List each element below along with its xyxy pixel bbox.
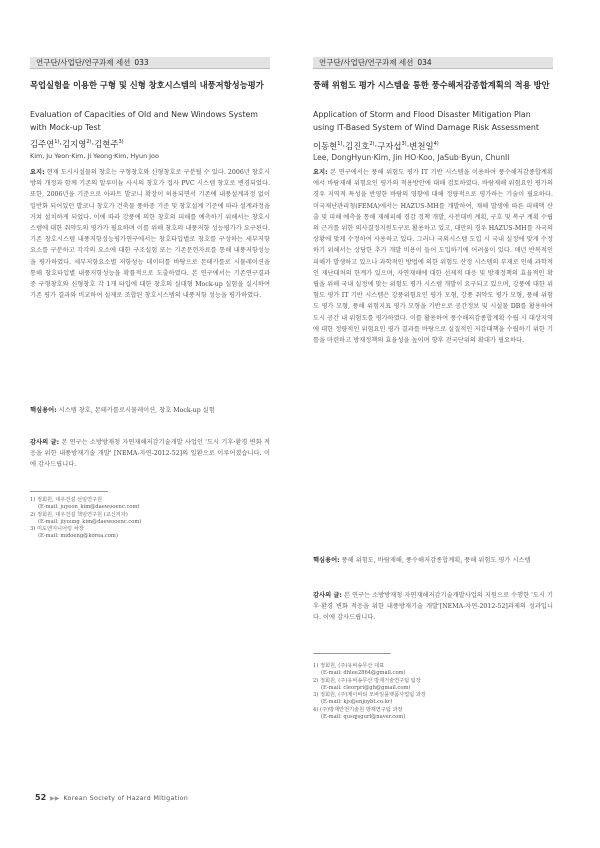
acknowledgement-label: 감사의 글:: [30, 439, 60, 446]
page-footer: [35, 793, 188, 802]
abstract-label: 요지:: [30, 169, 45, 176]
footnote-email: (E-mail: midoeng@korea.com): [38, 533, 118, 540]
section-label-text: 연구단/사업단/연구과제 세션: [36, 58, 131, 67]
author-name: 구자섭: [377, 140, 402, 151]
arrow-icon: ▶▶: [50, 795, 60, 802]
acknowledgement-text: 본 연구는 소방방재청 자연재해저감기술개발사업의 지원으로 수행한 '도시 기후·환경 변화 적응을 위한 내풍방재기술 개발'[NEMA-자연-2012-52]과제의 성과입니다. 이에 감사드립니다.: [313, 592, 553, 622]
authors-korean: 김주연$^{1)}$·김지영$^{2)}$·김현주$^{3)}$: [30, 138, 124, 149]
keywords: [30, 405, 270, 429]
footnote-email: (E-mail: cleorpri@gh@gmail.com): [321, 684, 411, 691]
footnote-email: (E-mail: juyeon_kim@daewooenc.com): [38, 504, 140, 511]
footnote: 3) 미도엔지니어링 차장 (E-mail: midoeng@korea.com): [30, 526, 270, 541]
footnotes: [313, 663, 553, 721]
footnote: 1) 정회원, (주)유비송무산 대표 (E-mail: dhlee2864@gmail.com): [313, 663, 553, 678]
author-name: 김진호: [345, 140, 370, 151]
footnote: 3) 정회원, (주)제이비티 모바일플랫폼사업팀 과장 (E-mail: kjs@enjoybt.co.kr): [313, 692, 553, 707]
acknowledgement-label: 감사의 글:: [313, 592, 342, 599]
author-sup: 4): [433, 141, 439, 147]
keywords: [313, 555, 553, 579]
author-name: 김현주: [94, 138, 119, 149]
footnote: 4) (주)방재안전기술원 방재연구팀 과장 (E-mail: qusqjsgurl@naver.com): [313, 707, 553, 722]
author-sup: 3): [401, 141, 407, 147]
section-label-text: 연구단/사업단/연구과제 세션: [319, 58, 414, 67]
authors-korean: 이동현$^{1)}$·김진호$^{2)}$·구자섭$^{3)}$·변천일$^{4)}$: [313, 140, 439, 151]
author-sup: 2): [369, 141, 375, 147]
author-sup: 1): [337, 141, 343, 147]
abstract-label: 요지:: [313, 169, 328, 176]
footnote-email: (E-mail: qusqjsgurl@naver.com): [321, 714, 406, 721]
footnote-divider: [30, 491, 108, 492]
footnote: 2) 정회원, 대우건설 책임연구원 (교신저자) (E-mail: jiyoung_kim@daewooenc.com): [30, 512, 270, 527]
footnote-divider: [313, 653, 391, 654]
keywords-text: 풍해 위험도, 바람재해, 풍수해저감종합계획, 풍해 위험도 평가 시스템: [341, 557, 531, 564]
acknowledgement: [30, 437, 270, 477]
article-title-english: Application of Storm and Flood Disaster Mitigation Plan using IT-Based System of Wind Damage Risk Assessment: [313, 110, 539, 132]
abstract-text: 본 연구에서는 풍해 위험도 평가 IT 기반 시스템을 이용하여 풍수해저감종합계획에서 바람재해 위험요인 평가의 적용방안에 대해 검토하였다. 바람재해 위험요인 평가의 경우 지역적 특성을 반영한 바람의 영향에 대해 정량적으로 평가하는 기술이 필요하다. 미국재난관리청(FEMA)에서는 HAZUS-MH를 개발하여, 재해 발생에 따른 피해액 산출 및 피해 예측을 통해 재해피해 경감 정책 개발, 사전대비 계획, 구호 및 복구 계획 수립의 근거를 위한 의사결정지원도구로 활용하고 있고, 대만의 경우 HAZUS-MH를 자국의 상황에 맞게 수정하여 사용하고 있다. 그러나 국외시스템 도입 시 국내 실정에 맞게 수정하기 위해서는 상당한 추가 개발 비용이 들어 도입하기에 어려움이 있다. 매년 반복적인 피해가 발생하고 있으나 과학적인 방법에 의한 위험도 산정 시스템의 부재로 인해 과학적인 재난대처의 한계가 있으며, 자연재해에 대한 선제적 대응 및 방재정책의 효율적인 확립을 위해 국내 실정에 맞는 위험도 평가 시스템 개발이 요구되고 있으며, 강풍에 대한 위험도 평가 IT 기반 시스템은 강풍위험요인 평가 모형, 강풍 취약도 평가 모형, 풍해 위험도 평가 모형, 풍해 위험지표 평가 모형을 기반으로 공간정보 및 시설물 DB를 활용하여 도시 공간 내 위험도를 평가하였다. 이를 활용하여 풍수해저감종합계획 수립 시 대상지역에 대한 정량적인 위험요인 평가 결과를 바탕으로 실질적인 저감대책을 수립하기 위한 기틀을 마련하고 방재정책의 효율성을 높이며 향후 전국단위의 확대가 필요하다.: [313, 169, 553, 345]
acknowledgement-text: 본 연구는 소방방재청 자연재해저감기술개발 사업인 '도시 기후·환경 변화 적응을 위한 내풍방재기술 개발' [NEMA-자연-2012-52]의 일환으로 이루어졌습니다. 이에 감사드립니다.: [30, 439, 270, 469]
page-number: 52: [35, 793, 47, 802]
acknowledgement: [313, 590, 553, 630]
keywords-label: 핵심용어:: [30, 407, 57, 414]
authors-english: Lee, DongHyun·Kim, Jin HO·Koo, JaSub·Byun, ChunIl: [313, 153, 510, 162]
article-title-korean: 목업실험을 이용한 구형 및 신형 창호시스템의 내풍저항성능평가: [30, 80, 264, 90]
abstract: [313, 167, 553, 537]
article-title-korean: 풍해 위험도 평가 시스템을 통한 풍수해저감종합계획의 적용 방안: [313, 80, 550, 90]
author-name: 김주연: [30, 138, 55, 149]
footnote-email: (E-mail: kjs@enjoybt.co.kr): [321, 699, 393, 706]
authors-english: Kim, Ju Yeon·Kim, Ji Yeong·Kim, Hyun Joo: [30, 152, 159, 160]
author-name: 김지영: [62, 138, 87, 149]
author-sup: 2): [86, 139, 92, 145]
footnote: 1) 정회원, 대우건설 선임연구원 (E-mail: juyeon_kim@daewooenc.com): [30, 497, 270, 512]
footnote: 2) 정회원, (주)유비송무산 방재기술연구팀 팀장 (E-mail: cleorpri@gh@gmail.com): [313, 678, 553, 693]
author-sup: 1): [54, 139, 60, 145]
keywords-text: 시스템 창호, 몬테카를로시뮬레이션, 창호 Mock-up 실험: [58, 407, 215, 414]
author-name: 변천일: [409, 140, 434, 151]
footnotes: [30, 497, 270, 541]
keywords-label: 핵심용어:: [313, 557, 340, 564]
footnote-email: (E-mail: jiyoung_kim@daewooenc.com): [38, 518, 142, 525]
section-label: [313, 57, 553, 69]
footnote-email: (E-mail: dhlee2864@gmail.com): [321, 670, 406, 677]
section-label: [30, 57, 270, 69]
author-name: 이동현: [313, 140, 338, 151]
article-title-english: Evaluation of Capacities of Old and New Windows System with Mock-up Test: [30, 110, 258, 132]
section-number: 034: [417, 58, 432, 67]
abstract-text: 현재 도시시설물의 창호는 구형창호와 신형창호로 구분될 수 있다. 2006년 창호시방의 개정과 함께 기존의 알루미늄 사시의 창호가 접자 PVC 시스템 창호로 변경되었다. 또한, 2006년을 기준으로 아파트 발코니 확장이 허용되면서 기존에 내풍설계과정 없이 일반화 되어있던 발코니 창호가 건축물 풍하중 기준 및 창호설계 기준에 따라 설계과정을 거쳐 설치하게 되었다. 이에 따라 강풍에 의한 창호의 피해를 예측하기 위해서는 창호시스템에 대한 취약도의 평가가 필요하며 이를 위해 창호의 내풍저항 성능평가가 요구된다. 기존 창호시스템 내풍저항성능평가연구에서는 창호타입별로 창호를 구성하는 세부저항요소를 구분하고 각각의 요소에 대한 구조실험 또는 기존문헌자료를 통해 내풍저항성능을 평가하였다. 세부저항요소별 저항성능 데이터를 바탕으로 몬테카를로 시뮬레이션을 통해 창호타입별 내풍저항성능을 확률적으로 도출하였다. 본 연구에서는 기존연구결과 중 구형창호와 신형창호 각 1개 타입에 대한 창호의 실대형 Mock-up 실험을 실시하여 기존 평가 결과와 비교하여 실제로 조합된 창호시스템의 내풍저항 성능을 평가하였다.: [30, 169, 270, 300]
abstract: [30, 167, 270, 395]
section-number: 033: [134, 58, 149, 67]
author-sup: 3): [118, 139, 124, 145]
society-name: Korean Society of Hazard Mitigation: [63, 794, 189, 802]
